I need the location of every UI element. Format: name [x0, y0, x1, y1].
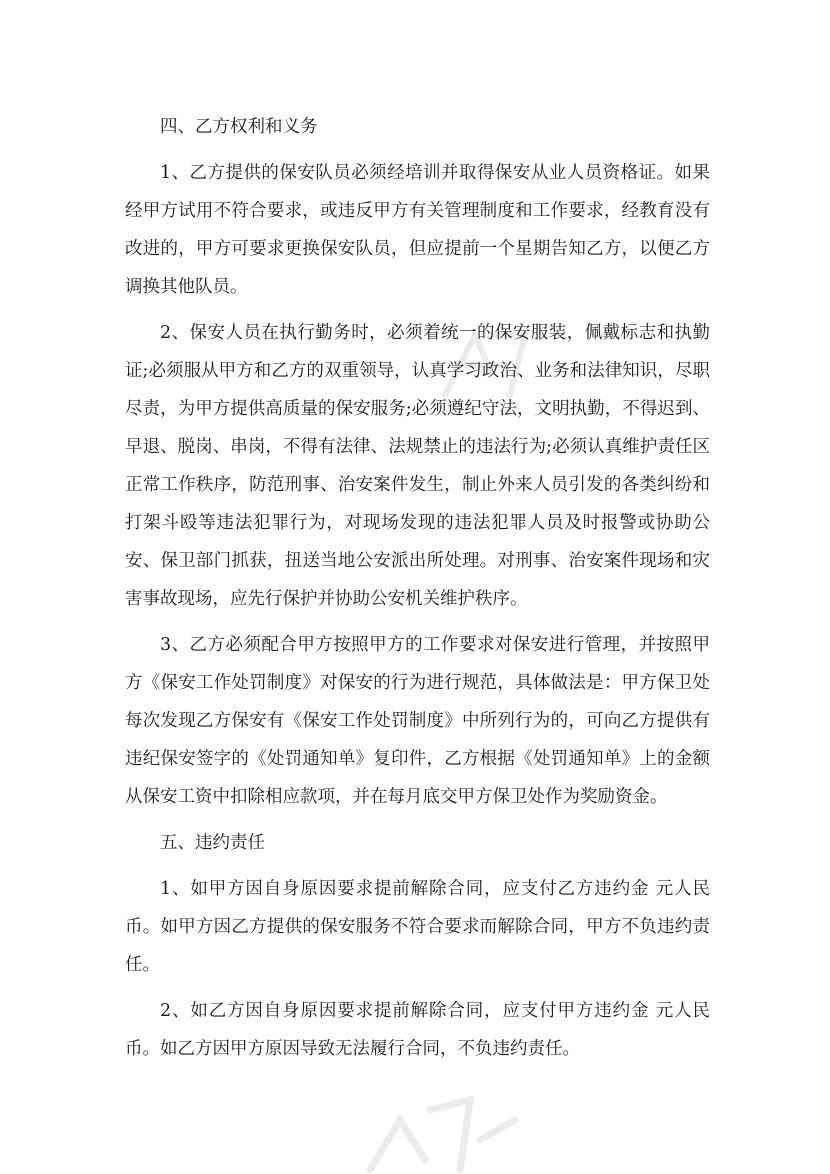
heading-section-5: 五、违约责任	[160, 833, 265, 853]
paragraph-4-2: 2、保安人员在执行勤务时，必须着统一的保安服装，佩戴标志和执勤证;必须服从甲方和乙方的双重领导，认真学习政治、业务和法律知识，尽职尽责，为甲方提供高质量的保安服务;必须遵纪守法，文明执勤，不得迟到、早退、脱岗、串岗，不得有法律、法规禁止的违法行为;必须认真维护责任区正常工作秩序，防范刑事、治安案件发生，制止外来人员引发的各类纠纷和打架斗殴等违法犯罪行为，对现场发现的违法犯罪人员及时报警或协助公安、保卫部门抓获，扭送当地公安派出所处理。对刑事、治安案件现场和灾害事故现场，应先行保护并协助公安机关维护秩序。	[125, 323, 710, 609]
paragraph-4-1: 1、乙方提供的保安队员必须经培训并取得保安从业人员资格证。如果经甲方试用不符合要求，或违反甲方有关管理制度和工作要求，经教育没有改进的，甲方可要求更换保安队员，但应提前一个星期告知乙方，以便乙方调换其他队员。	[125, 163, 710, 297]
paragraph-4-3: 3、乙方必须配合甲方按照甲方的工作要求对保安进行管理，并按照甲方《保安工作处罚制度》对保安的行为进行规范，具体做法是：甲方保卫处每次发现乙方保安有《保安工作处罚制度》中所列行为的，可向乙方提供有违纪保安签字的《处罚通知单》复印件，乙方根据《处罚通知单》上的金额从保安工资中扣除相应款项，并在每月底交甲方保卫处作为奖励资金。	[125, 635, 710, 807]
document-body	[125, 108, 710, 1076]
paragraph-5-2: 2、如乙方因自身原因要求提前解除合同，应支付甲方违约金 元人民币。如乙方因甲方原因导致无法履行合同，不负违约责任。	[125, 1001, 710, 1059]
heading-section-4: 四、乙方权利和义务	[160, 117, 318, 137]
watermark-stamp	[330, 1080, 530, 1174]
paragraph-5-1: 1、如甲方因自身原因要求提前解除合同，应支付乙方违约金 元人民币。如甲方因乙方提供的保安服务不符合要求而解除合同，甲方不负违约责任。	[125, 879, 710, 975]
